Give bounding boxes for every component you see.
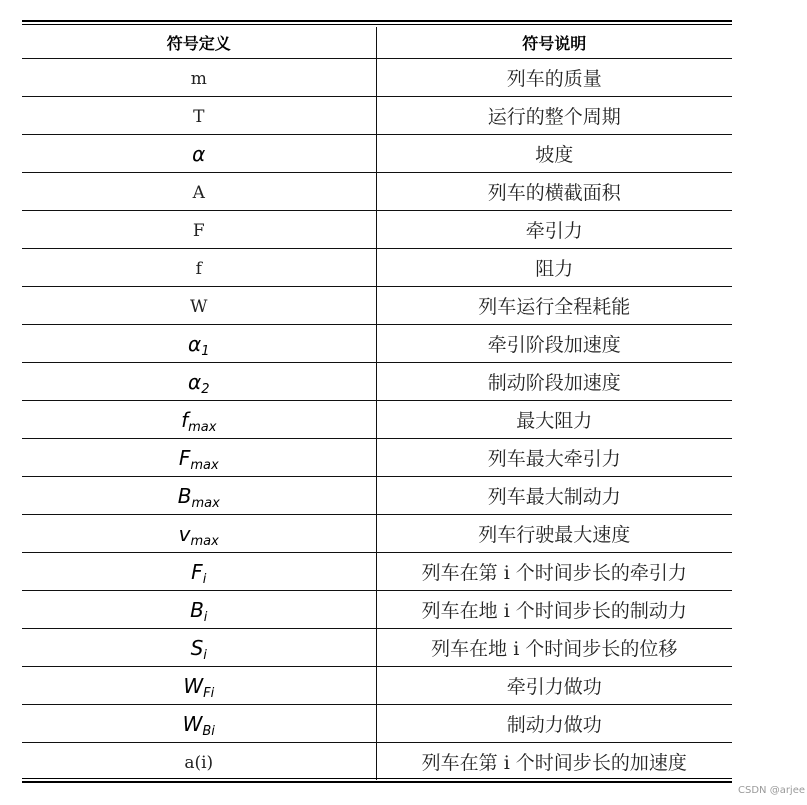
table-row	[22, 553, 732, 591]
symbol-base: T	[193, 106, 205, 127]
symbol-subscript: max	[191, 495, 220, 511]
symbol-text	[178, 521, 219, 549]
description-cell: 制动力做功	[376, 705, 732, 743]
symbol-base: W	[190, 296, 208, 317]
table-row	[22, 97, 732, 135]
description-cell: 运行的整个周期	[376, 97, 732, 135]
symbol-text	[192, 142, 205, 166]
symbol-cell	[22, 515, 376, 553]
table-row	[22, 249, 732, 287]
symbol-cell	[22, 591, 376, 629]
symbol-cell	[22, 325, 376, 363]
symbol-cell	[22, 629, 376, 667]
symbol-text	[193, 107, 204, 127]
symbol-subscript: max	[190, 533, 219, 549]
table-row	[22, 705, 732, 743]
table-row	[22, 667, 732, 705]
symbol-base: a(i)	[184, 752, 214, 773]
symbol-text	[182, 711, 215, 739]
description-cell: 列车在第 i 个时间步长的加速度	[376, 743, 732, 781]
table-row	[22, 173, 732, 211]
symbol-cell	[22, 173, 376, 211]
header-row	[22, 27, 732, 59]
bottom-rule-thick	[22, 781, 732, 783]
symbol-text	[188, 369, 210, 397]
description-cell: 牵引阶段加速度	[376, 325, 732, 363]
symbol-cell	[22, 97, 376, 135]
symbol-text	[188, 331, 210, 359]
symbol-text	[193, 183, 205, 203]
symbol-text	[178, 445, 219, 473]
description-cell: 列车的质量	[376, 59, 732, 97]
description-cell: 列车在地 i 个时间步长的制动力	[376, 591, 732, 629]
symbol-table	[22, 27, 732, 780]
symbol-text	[190, 597, 208, 625]
symbol-base: m	[190, 68, 207, 89]
description-cell: 列车运行全程耗能	[376, 287, 732, 325]
table-row	[22, 59, 732, 97]
symbol-base: α	[188, 331, 202, 356]
table-body	[22, 59, 732, 781]
symbol-text	[191, 559, 207, 587]
symbol-base: F	[191, 559, 203, 584]
symbol-subscript: i	[203, 609, 208, 625]
bottom-rule-thin	[22, 778, 732, 779]
symbol-base: α	[192, 141, 206, 166]
symbol-text	[177, 483, 220, 511]
symbol-subscript: 1	[201, 343, 210, 359]
symbol-cell	[22, 211, 376, 249]
description-cell: 列车在地 i 个时间步长的位移	[376, 629, 732, 667]
table-row	[22, 211, 732, 249]
symbol-text	[190, 297, 207, 317]
symbol-cell	[22, 477, 376, 515]
symbol-cell	[22, 59, 376, 97]
description-cell: 列车最大制动力	[376, 477, 732, 515]
symbol-text	[190, 635, 207, 663]
symbol-cell	[22, 135, 376, 173]
table-row	[22, 743, 732, 781]
top-rule-thin	[22, 24, 732, 25]
header-description: 符号说明	[522, 34, 587, 53]
table-row	[22, 287, 732, 325]
symbol-text	[196, 259, 202, 279]
table-row	[22, 363, 732, 401]
symbol-text	[184, 753, 213, 773]
description-cell: 列车在第 i 个时间步长的牵引力	[376, 553, 732, 591]
symbol-cell	[22, 553, 376, 591]
description-cell: 列车的横截面积	[376, 173, 732, 211]
symbol-cell	[22, 667, 376, 705]
symbol-base: F	[178, 445, 191, 470]
symbol-base: W	[182, 711, 203, 736]
table-row	[22, 439, 732, 477]
symbol-base: B	[190, 597, 204, 622]
symbol-subscript: 2	[201, 381, 210, 397]
description-cell: 阻力	[376, 249, 732, 287]
description-cell: 列车最大牵引力	[376, 439, 732, 477]
symbol-subscript: Bi	[202, 723, 215, 739]
description-cell: 牵引力做功	[376, 667, 732, 705]
description-cell: 制动阶段加速度	[376, 363, 732, 401]
symbol-base: v	[178, 521, 191, 546]
table-row	[22, 629, 732, 667]
description-cell: 坡度	[376, 135, 732, 173]
table-row	[22, 477, 732, 515]
symbol-base: B	[177, 483, 192, 508]
symbol-subscript: max	[190, 457, 219, 473]
symbol-base: A	[192, 182, 205, 203]
symbol-base: W	[183, 673, 204, 698]
symbol-text	[181, 407, 217, 435]
symbol-cell	[22, 249, 376, 287]
symbol-subscript: Fi	[203, 685, 215, 701]
header-symbol: 符号定义	[22, 27, 376, 59]
symbol-base: F	[192, 220, 205, 241]
watermark: CSDN @arjee	[738, 785, 806, 796]
symbol-base: S	[190, 635, 204, 660]
symbol-cell	[22, 705, 376, 743]
symbol-base: α	[188, 369, 202, 394]
description-cell: 列车行驶最大速度	[376, 515, 732, 553]
table-row	[22, 325, 732, 363]
symbol-cell	[22, 743, 376, 781]
description-cell: 牵引力	[376, 211, 732, 249]
symbol-cell	[22, 287, 376, 325]
symbol-base: f	[195, 258, 202, 279]
top-rule-thick	[22, 20, 732, 22]
symbol-text	[191, 69, 207, 89]
symbol-base: f	[181, 407, 189, 432]
table-row	[22, 591, 732, 629]
symbol-text	[183, 673, 215, 701]
symbol-subscript: i	[203, 647, 207, 663]
table-row	[22, 401, 732, 439]
table-row	[22, 135, 732, 173]
table-row	[22, 515, 732, 553]
symbol-cell	[22, 363, 376, 401]
symbol-subscript: max	[188, 419, 217, 435]
symbol-text	[193, 221, 205, 241]
symbol-subscript: i	[202, 571, 207, 587]
symbol-cell	[22, 401, 376, 439]
symbol-cell	[22, 439, 376, 477]
description-cell: 最大阻力	[376, 401, 732, 439]
